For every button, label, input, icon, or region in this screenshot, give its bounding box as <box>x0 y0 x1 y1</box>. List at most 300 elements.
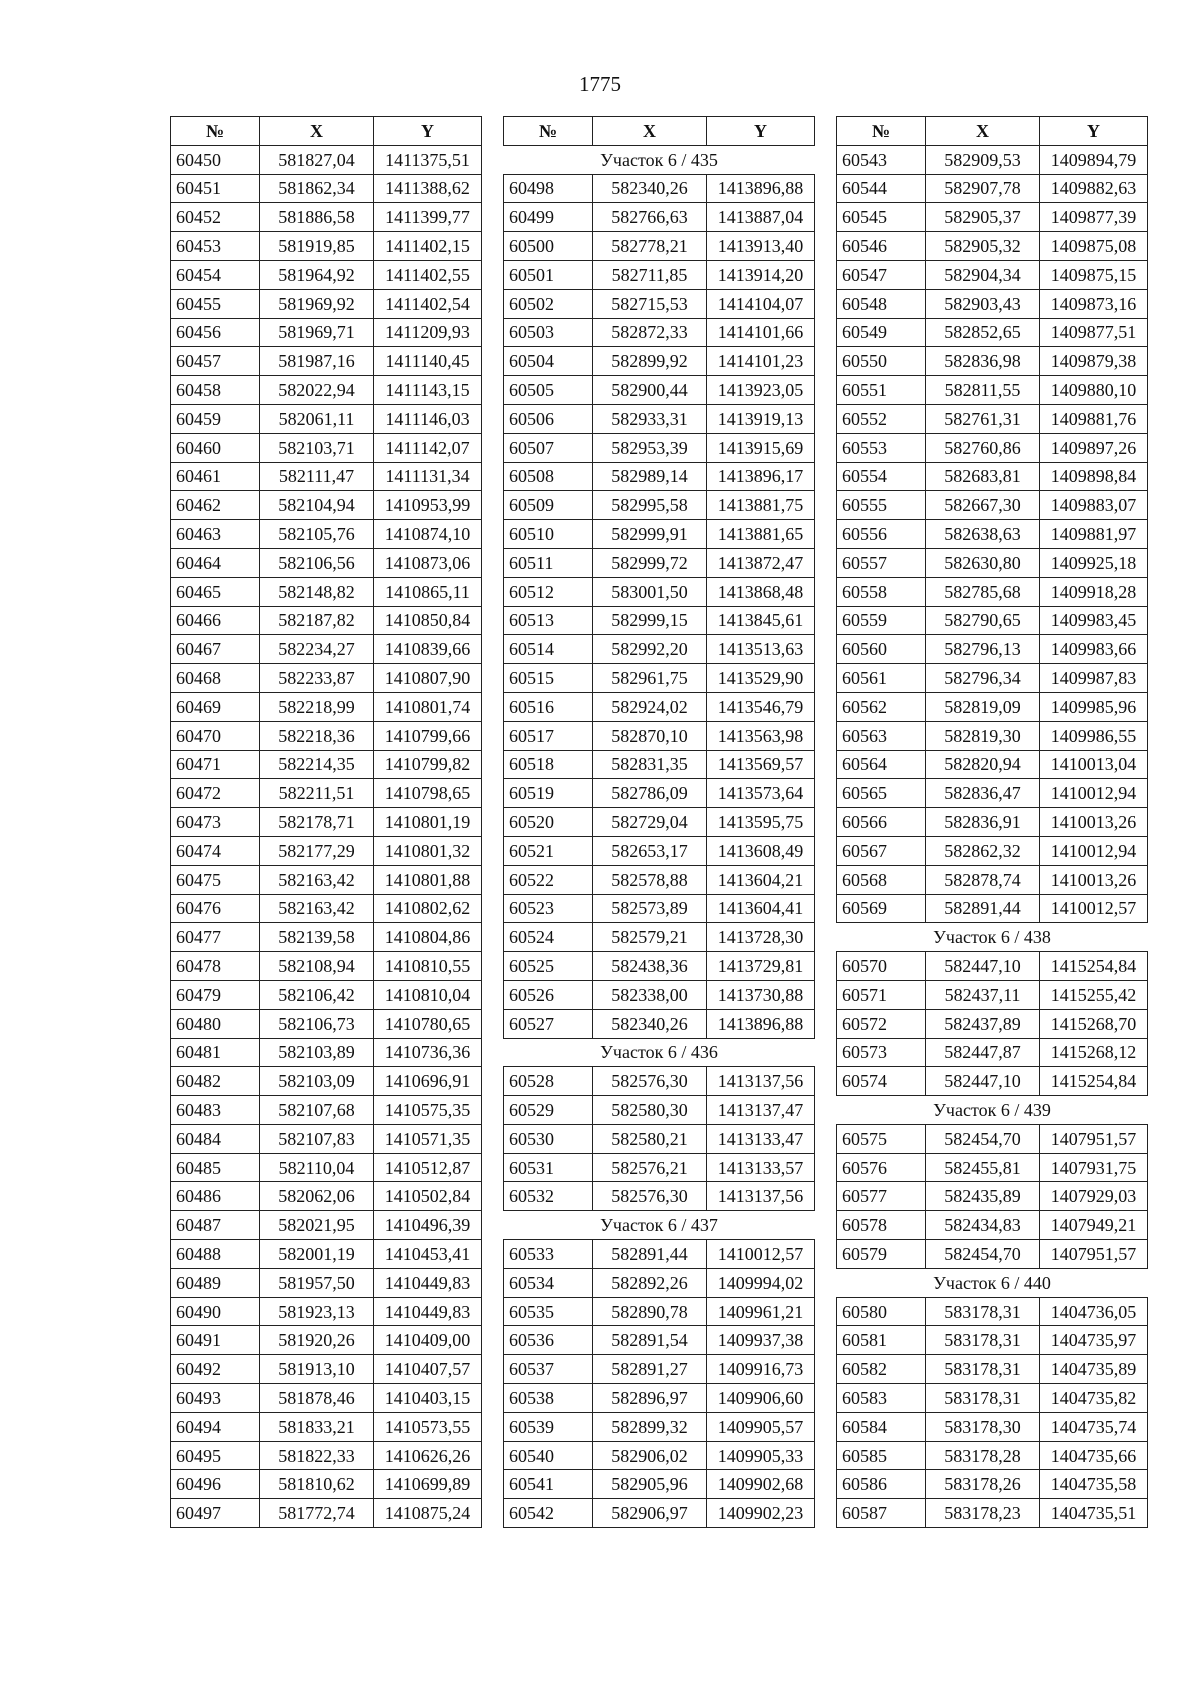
section-title: Участок 6 / 436 <box>504 1038 815 1067</box>
table-row <box>504 750 815 779</box>
point-number: 60492 <box>171 1355 260 1384</box>
x-coordinate: 582870,10 <box>593 721 707 750</box>
point-number: 60470 <box>171 721 260 750</box>
point-number: 60484 <box>171 1124 260 1153</box>
y-coordinate: 1410403,15 <box>374 1384 482 1413</box>
y-coordinate: 1409877,39 <box>1040 203 1148 232</box>
x-coordinate: 582786,09 <box>593 779 707 808</box>
table-row <box>504 1124 815 1153</box>
point-number: 60561 <box>837 664 926 693</box>
table-row <box>171 203 482 232</box>
y-coordinate: 1410780,65 <box>374 1009 482 1038</box>
table-row <box>837 1326 1148 1355</box>
table-row <box>837 1499 1148 1528</box>
table-row <box>171 1499 482 1528</box>
table-row <box>504 520 815 549</box>
table-row <box>504 923 815 952</box>
x-coordinate: 582447,87 <box>926 1038 1040 1067</box>
point-number: 60504 <box>504 347 593 376</box>
x-coordinate: 582872,33 <box>593 318 707 347</box>
point-number: 60580 <box>837 1297 926 1326</box>
x-coordinate: 583001,50 <box>593 577 707 606</box>
point-number: 60450 <box>171 145 260 174</box>
y-coordinate: 1409987,83 <box>1040 664 1148 693</box>
y-coordinate: 1409894,79 <box>1040 145 1148 174</box>
table-row <box>171 664 482 693</box>
table-row <box>171 520 482 549</box>
y-coordinate: 1409897,26 <box>1040 433 1148 462</box>
table-row <box>504 664 815 693</box>
table-row <box>504 808 815 837</box>
y-coordinate: 1413730,88 <box>707 980 815 1009</box>
table-row <box>504 462 815 491</box>
table-row <box>171 289 482 318</box>
point-number: 60459 <box>171 404 260 433</box>
point-number: 60493 <box>171 1384 260 1413</box>
point-number: 60465 <box>171 577 260 606</box>
table-row <box>504 865 815 894</box>
y-coordinate: 1409983,66 <box>1040 635 1148 664</box>
y-coordinate: 1413137,47 <box>707 1096 815 1125</box>
point-number: 60558 <box>837 577 926 606</box>
table-row <box>837 520 1148 549</box>
x-coordinate: 582989,14 <box>593 462 707 491</box>
table-row <box>171 376 482 405</box>
y-coordinate: 1410571,35 <box>374 1124 482 1153</box>
y-coordinate: 1404735,51 <box>1040 1499 1148 1528</box>
x-coordinate: 582819,30 <box>926 721 1040 750</box>
y-coordinate: 1410953,99 <box>374 491 482 520</box>
point-number: 60526 <box>504 980 593 1009</box>
header-number: № <box>171 117 260 146</box>
table-row <box>171 1441 482 1470</box>
point-number: 60546 <box>837 232 926 261</box>
x-coordinate: 582903,43 <box>926 289 1040 318</box>
y-coordinate: 1410453,41 <box>374 1240 482 1269</box>
point-number: 60513 <box>504 606 593 635</box>
y-coordinate: 1409879,38 <box>1040 347 1148 376</box>
table-row <box>171 952 482 981</box>
x-coordinate: 582999,91 <box>593 520 707 549</box>
section-title: Участок 6 / 439 <box>837 1096 1148 1125</box>
table-row <box>171 577 482 606</box>
point-number: 60570 <box>837 952 926 981</box>
table-row <box>837 865 1148 894</box>
y-coordinate: 1413529,90 <box>707 664 815 693</box>
point-number: 60466 <box>171 606 260 635</box>
table-row <box>171 1124 482 1153</box>
table-row <box>837 491 1148 520</box>
point-number: 60461 <box>171 462 260 491</box>
table-row <box>171 1038 482 1067</box>
table-row <box>837 433 1148 462</box>
point-number: 60473 <box>171 808 260 837</box>
x-coordinate: 582211,51 <box>260 779 374 808</box>
x-coordinate: 582796,13 <box>926 635 1040 664</box>
x-coordinate: 582905,32 <box>926 232 1040 261</box>
point-number: 60527 <box>504 1009 593 1038</box>
y-coordinate: 1410496,39 <box>374 1211 482 1240</box>
point-number: 60488 <box>171 1240 260 1269</box>
header-number: № <box>504 117 593 146</box>
point-number: 60491 <box>171 1326 260 1355</box>
y-coordinate: 1409883,07 <box>1040 491 1148 520</box>
x-coordinate: 581969,71 <box>260 318 374 347</box>
point-number: 60577 <box>837 1182 926 1211</box>
x-coordinate: 582573,89 <box>593 894 707 923</box>
x-coordinate: 582891,27 <box>593 1355 707 1384</box>
table-row <box>837 289 1148 318</box>
point-number: 60541 <box>504 1470 593 1499</box>
table-header-row <box>837 117 1148 146</box>
y-coordinate: 1410012,94 <box>1040 779 1148 808</box>
table-row <box>171 606 482 635</box>
table-row <box>504 1441 815 1470</box>
table-row <box>171 980 482 1009</box>
point-number: 60567 <box>837 836 926 865</box>
table-row <box>837 347 1148 376</box>
x-coordinate: 582715,53 <box>593 289 707 318</box>
y-coordinate: 1414104,07 <box>707 289 815 318</box>
point-number: 60510 <box>504 520 593 549</box>
point-number: 60538 <box>504 1384 593 1413</box>
point-number: 60582 <box>837 1355 926 1384</box>
x-coordinate: 581827,04 <box>260 145 374 174</box>
point-number: 60482 <box>171 1067 260 1096</box>
y-coordinate: 1410012,57 <box>707 1240 815 1269</box>
table-row <box>504 1355 815 1384</box>
x-coordinate: 582761,31 <box>926 404 1040 433</box>
section-row <box>837 1096 1148 1125</box>
y-coordinate: 1409983,45 <box>1040 606 1148 635</box>
x-coordinate: 582899,32 <box>593 1412 707 1441</box>
x-coordinate: 582906,97 <box>593 1499 707 1528</box>
point-number: 60489 <box>171 1268 260 1297</box>
x-coordinate: 583178,31 <box>926 1384 1040 1413</box>
table-row <box>504 289 815 318</box>
y-coordinate: 1407929,03 <box>1040 1182 1148 1211</box>
x-coordinate: 582766,63 <box>593 203 707 232</box>
point-number: 60498 <box>504 174 593 203</box>
x-coordinate: 582576,21 <box>593 1153 707 1182</box>
x-coordinate: 582778,21 <box>593 232 707 261</box>
point-number: 60497 <box>171 1499 260 1528</box>
coordinate-table-2 <box>503 116 815 1528</box>
x-coordinate: 582454,70 <box>926 1240 1040 1269</box>
point-number: 60520 <box>504 808 593 837</box>
y-coordinate: 1413546,79 <box>707 692 815 721</box>
point-number: 60555 <box>837 491 926 520</box>
y-coordinate: 1409916,73 <box>707 1355 815 1384</box>
point-number: 60519 <box>504 779 593 808</box>
point-number: 60573 <box>837 1038 926 1067</box>
section-row <box>837 1268 1148 1297</box>
x-coordinate: 582447,10 <box>926 1067 1040 1096</box>
y-coordinate: 1404735,82 <box>1040 1384 1148 1413</box>
y-coordinate: 1411402,15 <box>374 232 482 261</box>
y-coordinate: 1409985,96 <box>1040 692 1148 721</box>
x-coordinate: 582437,89 <box>926 1009 1040 1038</box>
table-row <box>171 174 482 203</box>
table-row <box>171 145 482 174</box>
point-number: 60534 <box>504 1268 593 1297</box>
y-coordinate: 1407951,57 <box>1040 1240 1148 1269</box>
point-number: 60471 <box>171 750 260 779</box>
y-coordinate: 1410807,90 <box>374 664 482 693</box>
y-coordinate: 1409918,28 <box>1040 577 1148 606</box>
x-coordinate: 583178,26 <box>926 1470 1040 1499</box>
x-coordinate: 582729,04 <box>593 808 707 837</box>
y-coordinate: 1409906,60 <box>707 1384 815 1413</box>
table-row <box>171 836 482 865</box>
x-coordinate: 582891,44 <box>593 1240 707 1269</box>
point-number: 60540 <box>504 1441 593 1470</box>
x-coordinate: 582820,94 <box>926 750 1040 779</box>
table-row <box>837 664 1148 693</box>
x-coordinate: 582683,81 <box>926 462 1040 491</box>
y-coordinate: 1410810,55 <box>374 952 482 981</box>
y-coordinate: 1413845,61 <box>707 606 815 635</box>
table-row <box>504 635 815 664</box>
point-number: 60507 <box>504 433 593 462</box>
y-coordinate: 1410865,11 <box>374 577 482 606</box>
header-y: Y <box>1040 117 1148 146</box>
point-number: 60551 <box>837 376 926 405</box>
point-number: 60509 <box>504 491 593 520</box>
point-number: 60475 <box>171 865 260 894</box>
x-coordinate: 582896,97 <box>593 1384 707 1413</box>
table-row <box>171 1355 482 1384</box>
table-row <box>171 1009 482 1038</box>
table-row <box>171 1182 482 1211</box>
point-number: 60524 <box>504 923 593 952</box>
y-coordinate: 1415254,84 <box>1040 952 1148 981</box>
point-number: 60537 <box>504 1355 593 1384</box>
point-number: 60562 <box>837 692 926 721</box>
x-coordinate: 582933,31 <box>593 404 707 433</box>
x-coordinate: 581923,13 <box>260 1297 374 1326</box>
y-coordinate: 1413896,88 <box>707 174 815 203</box>
x-coordinate: 582576,30 <box>593 1182 707 1211</box>
x-coordinate: 581964,92 <box>260 260 374 289</box>
y-coordinate: 1414101,66 <box>707 318 815 347</box>
x-coordinate: 581810,62 <box>260 1470 374 1499</box>
table-row <box>837 404 1148 433</box>
x-coordinate: 582819,09 <box>926 692 1040 721</box>
point-number: 60487 <box>171 1211 260 1240</box>
table-row <box>171 548 482 577</box>
y-coordinate: 1411131,34 <box>374 462 482 491</box>
x-coordinate: 582862,32 <box>926 836 1040 865</box>
point-number: 60579 <box>837 1240 926 1269</box>
table-row <box>504 1182 815 1211</box>
point-number: 60529 <box>504 1096 593 1125</box>
x-coordinate: 581822,33 <box>260 1441 374 1470</box>
x-coordinate: 582831,35 <box>593 750 707 779</box>
x-coordinate: 582218,99 <box>260 692 374 721</box>
x-coordinate: 582852,65 <box>926 318 1040 347</box>
x-coordinate: 582653,17 <box>593 836 707 865</box>
point-number: 60503 <box>504 318 593 347</box>
x-coordinate: 582021,95 <box>260 1211 374 1240</box>
table-row <box>504 548 815 577</box>
y-coordinate: 1409875,15 <box>1040 260 1148 289</box>
x-coordinate: 582891,54 <box>593 1326 707 1355</box>
x-coordinate: 582105,76 <box>260 520 374 549</box>
table-row <box>837 606 1148 635</box>
point-number: 60547 <box>837 260 926 289</box>
y-coordinate: 1410874,10 <box>374 520 482 549</box>
y-coordinate: 1414101,23 <box>707 347 815 376</box>
table-row <box>504 203 815 232</box>
y-coordinate: 1409902,68 <box>707 1470 815 1499</box>
table-row <box>504 1297 815 1326</box>
x-coordinate: 581969,92 <box>260 289 374 318</box>
coordinate-table-3 <box>836 116 1148 1528</box>
x-coordinate: 582630,80 <box>926 548 1040 577</box>
point-number: 60468 <box>171 664 260 693</box>
table-row <box>837 1067 1148 1096</box>
y-coordinate: 1410801,19 <box>374 808 482 837</box>
table-row <box>171 692 482 721</box>
x-coordinate: 582107,83 <box>260 1124 374 1153</box>
table-row <box>837 203 1148 232</box>
y-coordinate: 1410875,24 <box>374 1499 482 1528</box>
point-number: 60543 <box>837 145 926 174</box>
point-number: 60572 <box>837 1009 926 1038</box>
section-title: Участок 6 / 435 <box>504 145 815 174</box>
x-coordinate: 582785,68 <box>926 577 1040 606</box>
y-coordinate: 1404735,89 <box>1040 1355 1148 1384</box>
x-coordinate: 582578,88 <box>593 865 707 894</box>
y-coordinate: 1410799,66 <box>374 721 482 750</box>
table-row <box>504 577 815 606</box>
y-coordinate: 1409937,38 <box>707 1326 815 1355</box>
table-row <box>837 548 1148 577</box>
table-row <box>504 1096 815 1125</box>
x-coordinate: 582711,85 <box>593 260 707 289</box>
x-coordinate: 582455,81 <box>926 1153 1040 1182</box>
y-coordinate: 1411146,03 <box>374 404 482 433</box>
point-number: 60522 <box>504 865 593 894</box>
point-number: 60454 <box>171 260 260 289</box>
x-coordinate: 582437,11 <box>926 980 1040 1009</box>
y-coordinate: 1411399,77 <box>374 203 482 232</box>
x-coordinate: 582905,96 <box>593 1470 707 1499</box>
point-number: 60578 <box>837 1211 926 1240</box>
point-number: 60451 <box>171 174 260 203</box>
table-row <box>837 894 1148 923</box>
table-row <box>504 404 815 433</box>
x-coordinate: 582924,02 <box>593 692 707 721</box>
y-coordinate: 1409875,08 <box>1040 232 1148 261</box>
point-number: 60581 <box>837 1326 926 1355</box>
table-row <box>171 1412 482 1441</box>
x-coordinate: 582890,78 <box>593 1297 707 1326</box>
point-number: 60452 <box>171 203 260 232</box>
table-row <box>837 1182 1148 1211</box>
point-number: 60545 <box>837 203 926 232</box>
y-coordinate: 1410736,36 <box>374 1038 482 1067</box>
x-coordinate: 581772,74 <box>260 1499 374 1528</box>
x-coordinate: 581913,10 <box>260 1355 374 1384</box>
y-coordinate: 1413604,41 <box>707 894 815 923</box>
table-row <box>504 1067 815 1096</box>
y-coordinate: 1409961,21 <box>707 1297 815 1326</box>
y-coordinate: 1410573,55 <box>374 1412 482 1441</box>
table-row <box>171 808 482 837</box>
x-coordinate: 582667,30 <box>926 491 1040 520</box>
table-row <box>171 1067 482 1096</box>
y-coordinate: 1413872,47 <box>707 548 815 577</box>
y-coordinate: 1411388,62 <box>374 174 482 203</box>
point-number: 60518 <box>504 750 593 779</box>
y-coordinate: 1407949,21 <box>1040 1211 1148 1240</box>
y-coordinate: 1413915,69 <box>707 433 815 462</box>
point-number: 60467 <box>171 635 260 664</box>
y-coordinate: 1409986,55 <box>1040 721 1148 750</box>
table-row <box>171 462 482 491</box>
coordinate-table-1 <box>170 116 482 1528</box>
point-number: 60474 <box>171 836 260 865</box>
y-coordinate: 1409994,02 <box>707 1268 815 1297</box>
x-coordinate: 582104,94 <box>260 491 374 520</box>
y-coordinate: 1415268,12 <box>1040 1038 1148 1067</box>
y-coordinate: 1413913,40 <box>707 232 815 261</box>
y-coordinate: 1410801,88 <box>374 865 482 894</box>
x-coordinate: 582579,21 <box>593 923 707 952</box>
x-coordinate: 582580,30 <box>593 1096 707 1125</box>
y-coordinate: 1413896,88 <box>707 1009 815 1038</box>
table-row <box>837 808 1148 837</box>
y-coordinate: 1413133,57 <box>707 1153 815 1182</box>
table-row <box>837 232 1148 261</box>
point-number: 60536 <box>504 1326 593 1355</box>
point-number: 60560 <box>837 635 926 664</box>
x-coordinate: 582899,92 <box>593 347 707 376</box>
y-coordinate: 1410802,62 <box>374 894 482 923</box>
table-row <box>171 1153 482 1182</box>
y-coordinate: 1413868,48 <box>707 577 815 606</box>
table-row <box>837 577 1148 606</box>
x-coordinate: 581957,50 <box>260 1268 374 1297</box>
x-coordinate: 582022,94 <box>260 376 374 405</box>
y-coordinate: 1410013,26 <box>1040 808 1148 837</box>
table-row <box>171 635 482 664</box>
y-coordinate: 1415268,70 <box>1040 1009 1148 1038</box>
y-coordinate: 1410810,04 <box>374 980 482 1009</box>
x-coordinate: 582106,73 <box>260 1009 374 1038</box>
table-row <box>504 779 815 808</box>
point-number: 60532 <box>504 1182 593 1211</box>
x-coordinate: 582836,98 <box>926 347 1040 376</box>
table-row <box>504 260 815 289</box>
point-number: 60500 <box>504 232 593 261</box>
point-number: 60559 <box>837 606 926 635</box>
point-number: 60549 <box>837 318 926 347</box>
x-coordinate: 582340,26 <box>593 174 707 203</box>
y-coordinate: 1415254,84 <box>1040 1067 1148 1096</box>
x-coordinate: 582900,44 <box>593 376 707 405</box>
section-row <box>504 1211 815 1240</box>
x-coordinate: 582110,04 <box>260 1153 374 1182</box>
table-row <box>171 1211 482 1240</box>
table-row <box>837 462 1148 491</box>
point-number: 60502 <box>504 289 593 318</box>
x-coordinate: 582891,44 <box>926 894 1040 923</box>
point-number: 60515 <box>504 664 593 693</box>
table-row <box>171 1326 482 1355</box>
